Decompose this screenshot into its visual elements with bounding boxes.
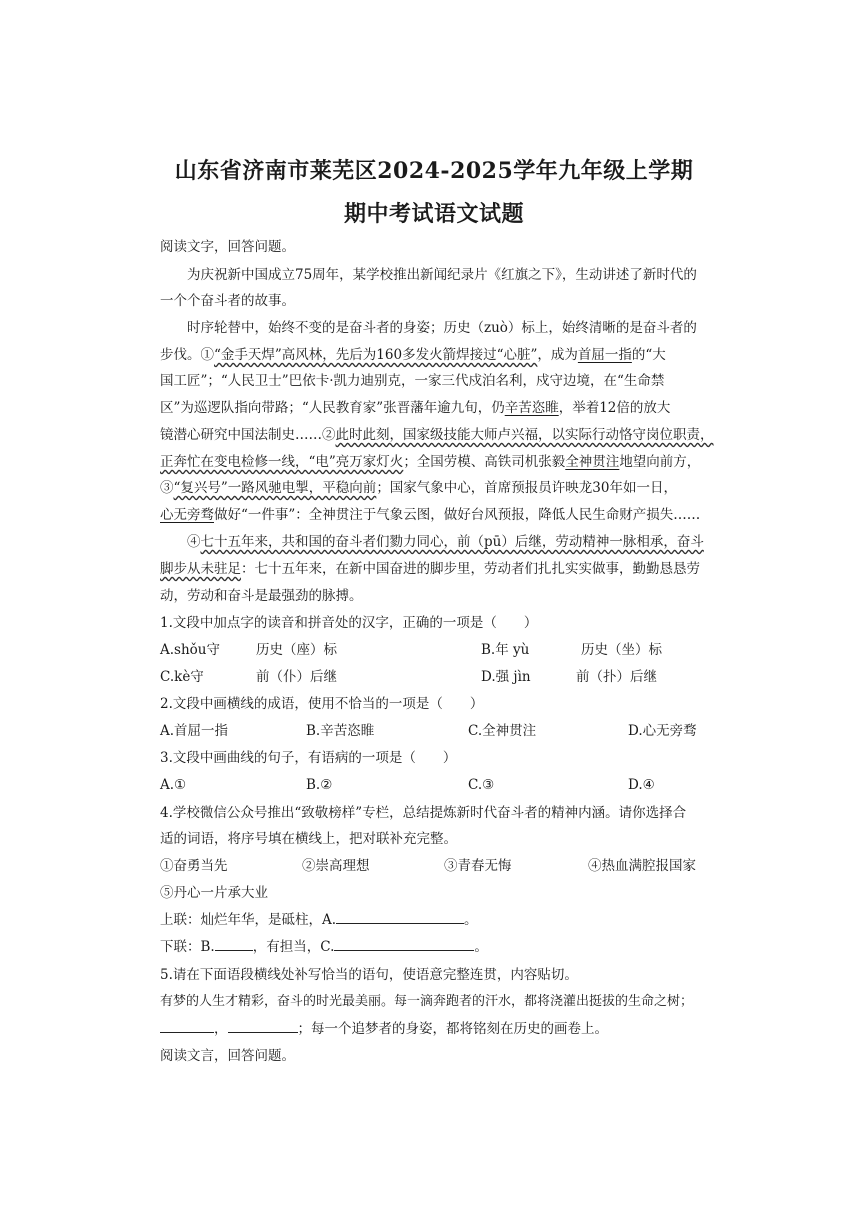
passage-para2-line: 时序轮替中，始终不变的是奋斗者的身姿；历史（zuò）标上，始终清晰的是奋斗者的: [187, 320, 697, 336]
wavy-sentence-4-cont: 脚步从未驻足: [160, 561, 241, 577]
q1-option-c-text: 前（仆）后继: [256, 669, 337, 685]
text-segment: ，举着12倍的放大: [558, 400, 671, 416]
q4-choice-5: ⑤丹心一片承大业: [160, 885, 268, 901]
question-4-stem: 适的词语，将序号填在横线上，把对联补充完整。: [160, 831, 457, 847]
q3-option-d: D.④: [628, 777, 655, 793]
passage-para2-line: [160, 479, 712, 497]
question-5-stem: 5.请在下面语段横线处补写恰当的语句，使语意完整连贯，内容贴切。: [160, 967, 578, 983]
q1-option-b-text: 历史（坐）标: [581, 642, 662, 658]
text-segment: ③: [160, 480, 174, 496]
answer-blank-c[interactable]: [334, 938, 474, 951]
question-1-stem: 1.文段中加点字的读音和拼音处的汉字，正确的一项是（ ）: [160, 615, 538, 631]
q3-option-c: C.③: [468, 777, 495, 793]
q5-passage-line: [160, 1020, 712, 1038]
q2-option-b: B.辛苦恣睢: [306, 723, 375, 739]
text-segment: 下联：B.: [160, 939, 215, 955]
passage-para3-line: [187, 533, 712, 551]
answer-blank-a[interactable]: [336, 911, 464, 924]
passage-para1-line: 一个个奋斗者的故事。: [160, 293, 295, 309]
passage-para2-line: [160, 399, 712, 417]
q3-option-b: B.②: [306, 777, 333, 793]
q1-option-a-text: 历史（座）标: [256, 642, 337, 658]
passage-para3-line: 动，劳动和奋斗是最强劲的脉搏。: [160, 588, 363, 604]
q1-option-b: B.年 yù: [481, 642, 530, 658]
passage-para3-line: [160, 560, 712, 578]
q1-option-d-text: 前（扑）后继: [576, 669, 657, 685]
passage-para1-line: 为庆祝新中国成立75周年，某学校推出新闻纪录片《红旗之下》，生动讲述了新时代的: [187, 267, 697, 283]
q2-option-a: A.首屈一指: [160, 723, 229, 739]
q4-choice-2: ②崇高理想: [302, 858, 370, 874]
passage-para2-line: [160, 426, 712, 444]
answer-blank-b[interactable]: [215, 938, 253, 951]
q4-choice-3: ③青春无悔: [444, 858, 512, 874]
reading-instruction: 阅读文字，回答问题。: [160, 239, 295, 255]
answer-blank-q5-2[interactable]: [228, 1020, 298, 1033]
q5-passage-line: 有梦的人生才精彩，奋斗的时光最美丽。每一滴奔跑者的汗水，都将浇灌出挺拔的生命之树；: [160, 994, 694, 1009]
q4-upper-couplet: [160, 911, 712, 929]
q3-option-a: A.①: [160, 777, 187, 793]
q1-option-d: D.强 jìn: [481, 669, 531, 685]
text-segment: 镜潜心研究中国法制史……②: [160, 427, 336, 443]
text-segment: 步伐。①: [160, 347, 214, 363]
question-4-stem: 4.学校微信公众号推出“致敬榜样”专栏，总结提炼新时代奋斗者的精神内涵。请你选择合: [160, 805, 687, 821]
text-segment: ④: [187, 534, 201, 550]
text-segment: ；每一个追梦者的身姿，都将铭刻在历史的画卷上。: [297, 1021, 608, 1037]
q4-choice-4: ④热血满腔报国家: [588, 858, 696, 874]
text-segment: 做好“一件事”：全神贯注于气象云图，做好台风预报，降低人民生命财产损失……: [214, 507, 701, 523]
q2-option-d: D.心无旁骛: [628, 723, 697, 739]
text-segment: 上联：灿烂年华，是砥柱，A.: [160, 912, 337, 928]
exam-title-line2: 期中考试语文试题: [343, 201, 524, 227]
text-segment: 。: [474, 939, 488, 955]
text-segment: ，成为: [537, 347, 578, 363]
text-segment: ；全国劳模、高铁司机张毅: [403, 454, 566, 470]
wavy-sentence-1: “金手天焊”高风林，先后为160多发火箭焊接过“心脏”: [214, 347, 538, 363]
q2-option-c: C.全神贯注: [468, 723, 537, 739]
q4-choice-1: ①奋勇当先: [160, 858, 228, 874]
answer-blank-q5-1[interactable]: [160, 1020, 214, 1033]
text-segment: 的“大: [631, 347, 666, 363]
text-segment: 地望向前方，: [619, 454, 701, 470]
wavy-sentence-3: “复兴号”一路风驰电掣，平稳向前: [173, 480, 377, 496]
passage-para2-line: [160, 506, 712, 524]
text-segment: ：七十五年来，在新中国奋进的脚步里，劳动者们扎扎实实做事，勤勤恳恳劳: [241, 561, 700, 577]
passage-para2-line: 国工匠”；“人民卫士”巴依卡·凯力迪别克，一家三代戍泊名利，戍守边境，在“生命禁: [160, 373, 665, 389]
text-segment: 区”为巡逻队指向带路；“人民教育家”张晋藩年逾九旬，仍: [160, 400, 505, 416]
idiom-xinwupangwu: 心无旁骛: [160, 507, 214, 523]
q4-lower-couplet: [160, 938, 712, 956]
question-3-stem: 3.文段中画曲线的句子，有语病的一项是（ ）: [160, 750, 457, 766]
wavy-sentence-2: 此时此刻，国家级技能大师卢兴福，以实际行动恪守岗位职责，: [335, 427, 714, 443]
text-segment: ，: [214, 1021, 228, 1037]
text-segment: ，有担当，C.: [252, 939, 335, 955]
wavy-sentence-4: 七十五年来，共和国的奋斗者们勠力同心，前（pū）后继，劳动精神一脉相承，奋斗: [200, 534, 704, 550]
q1-option-c: C.kè守: [160, 669, 204, 685]
classical-reading-instruction: 阅读文言，回答问题。: [160, 1048, 295, 1064]
text-segment: ；国家气象中心，首席预报员许映龙30年如一日，: [376, 480, 677, 496]
idiom-xinkuzisui: 辛苦恣睢: [504, 400, 559, 416]
wavy-sentence-2-cont: 正奔忙在变电检修一线，“电”亮万家灯火: [160, 454, 404, 470]
idiom-shouquyizhi: 首屈一指: [577, 347, 632, 363]
passage-para2-line: [160, 346, 712, 364]
text-segment: 。: [464, 912, 478, 928]
q1-option-a: A.shǒu守: [160, 642, 220, 658]
exam-title-line1: 山东省济南市莱芜区2024-2025学年九年级上学期: [174, 158, 694, 184]
question-2-stem: 2.文段中画横线的成语，使用不恰当的一项是（ ）: [160, 696, 484, 712]
passage-para2-line: [160, 453, 712, 471]
idiom-quanshenguanzhu: 全神贯注: [565, 454, 620, 470]
